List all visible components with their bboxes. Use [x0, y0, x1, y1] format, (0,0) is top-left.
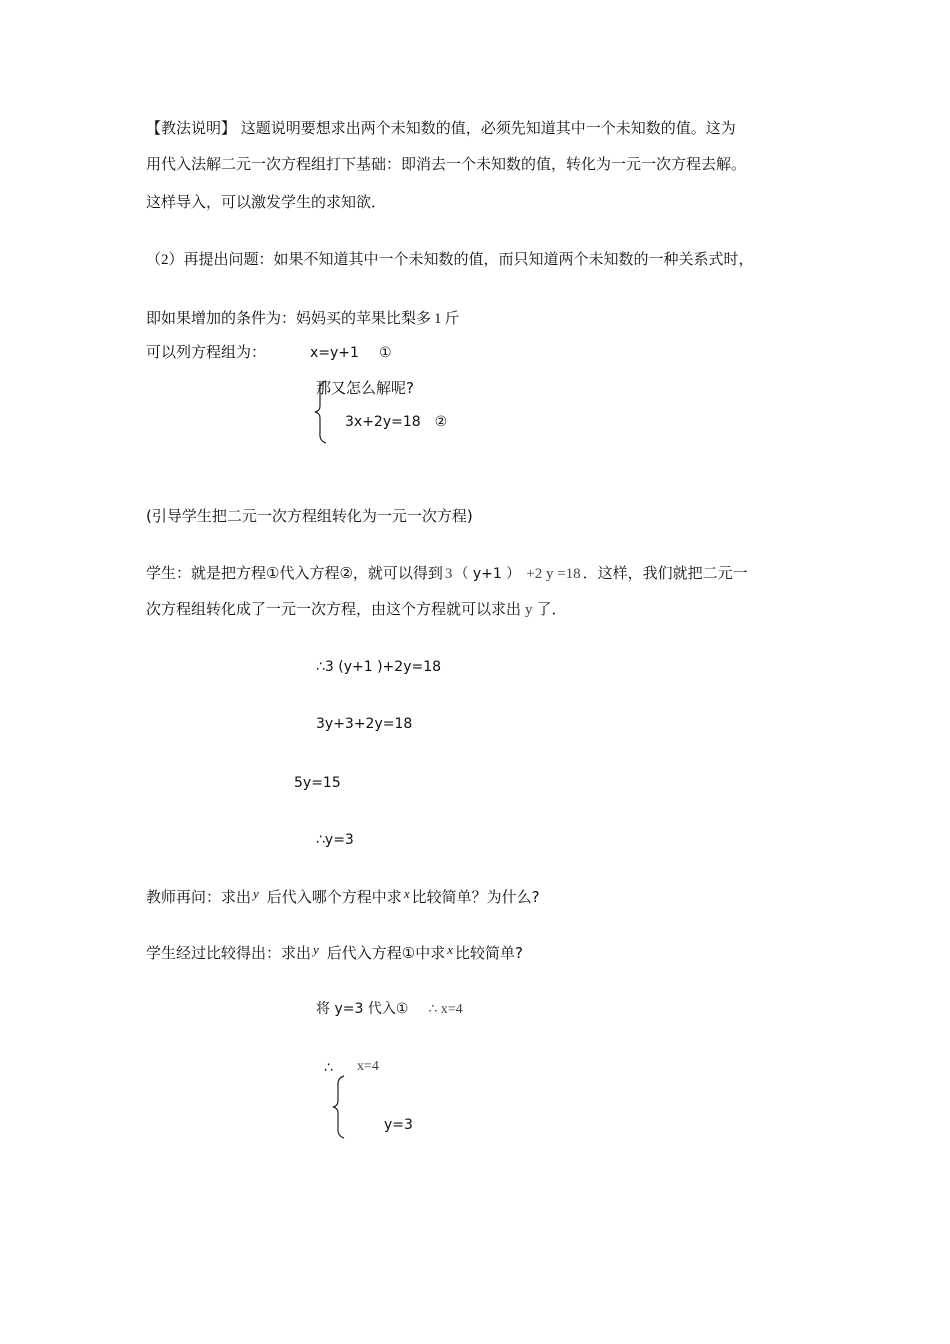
substitute-result: ∴ x=4: [428, 1002, 463, 1017]
condition-unit: 斤: [444, 309, 460, 327]
teacher-variable-y: y: [253, 886, 259, 901]
teacher-question-end: 比较简单？为什么?: [411, 888, 540, 906]
student-answer-line-2-text: 次方程组转化成了一元一次方程，由这个方程就可以求出: [146, 600, 522, 618]
student-answer-line-1: [146, 563, 748, 584]
substitute-text: 将 y=3 代入①: [316, 1001, 409, 1017]
equation-2: [345, 412, 447, 432]
how-to-solve-question: 那又怎么解呢?: [316, 379, 414, 397]
guide-note: (引导学生把二元一次方程组转化为一元一次方程): [146, 507, 473, 525]
question-2-text: 再提出问题：如果不知道其中一个未知数的值，而只知道两个未知数的一种关系式时，: [183, 250, 754, 268]
system-label: 可以列方程组为：: [146, 343, 267, 361]
student-conclusion-middle: 后代入方程①中求: [326, 944, 446, 962]
equation-tail: +2 y =18: [526, 566, 581, 582]
step-3: 5y=15: [294, 775, 341, 791]
teaching-note-line-2: 用代入法解二元一次方程组打下基础：即消去一个未知数的值，转化为一元一次方程去解。: [146, 155, 747, 173]
student-answer-continuation: ．这样，我们就把二元一: [582, 564, 748, 582]
teacher-question: [146, 887, 540, 908]
condition-number: 1: [434, 311, 442, 327]
student-answer-line-2: [146, 599, 567, 620]
system-brace-1: [313, 380, 329, 444]
teaching-note-line-3: 这样导入，可以激发学生的求知欲．: [146, 193, 387, 211]
equation-2-mark: ②: [434, 414, 448, 430]
question-2: [146, 249, 754, 270]
teaching-note-line-1: 【教法说明】 这题说明要想求出两个未知数的值，必须先知道其中一个未知数的值。这为: [146, 119, 736, 137]
system-brace-2: [331, 1075, 347, 1139]
step-4: ∴y=3: [316, 832, 354, 848]
condition-line: [146, 308, 460, 329]
equation-1-text: x=y+1: [310, 345, 359, 361]
teacher-question-text: 教师再问：求出: [146, 888, 252, 906]
therefore-symbol: ∴: [324, 1060, 333, 1076]
paren-expression: （ y+1 ）: [454, 566, 521, 582]
teacher-variable-x: x: [403, 886, 410, 901]
solution-x: x=4: [357, 1059, 379, 1074]
question-2-number: （2）: [146, 252, 184, 268]
equation-1-mark: ①: [378, 345, 392, 361]
student-answer-text: 学生：就是把方程①代入方程②，就可以得到: [146, 564, 443, 582]
solution-y: y=3: [384, 1117, 413, 1133]
student-conclusion-end: 比较简单?: [455, 944, 523, 962]
conclusion-variable-y: y: [313, 942, 319, 957]
student-conclusion-text: 学生经过比较得出：求出: [146, 944, 312, 962]
student-conclusion: [146, 943, 523, 964]
teacher-question-middle: 后代入哪个方程中求: [266, 888, 402, 906]
step-2: 3y+3+2y=18: [316, 716, 413, 732]
step-1: ∴3 (y+1 )+2y=18: [316, 659, 442, 675]
equation-1: [310, 343, 392, 363]
coefficient-3: 3: [444, 566, 453, 582]
student-answer-line-2-end: 了．: [536, 600, 567, 618]
variable-y: y: [525, 602, 533, 618]
condition-text: 即如果增加的条件为：妈妈买的苹果比梨多: [146, 309, 432, 327]
equation-2-text: 3x+2y=18: [345, 414, 421, 430]
conclusion-variable-x: x: [447, 942, 454, 957]
substitute-line: [316, 999, 463, 1020]
